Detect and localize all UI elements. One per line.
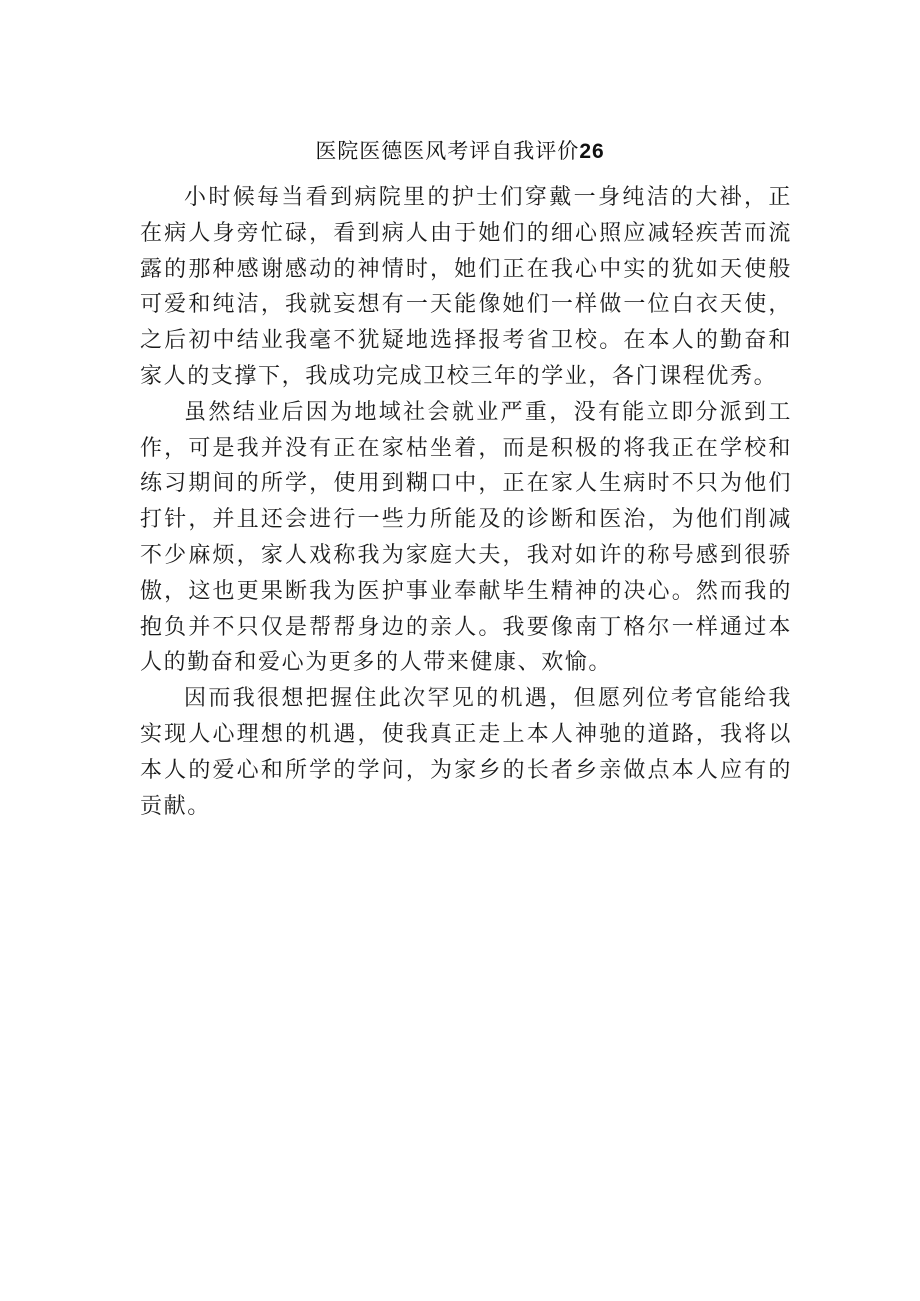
paragraph-1: 小时候每当看到病院里的护士们穿戴一身纯洁的大褂，正在病人身旁忙碌，看到病人由于她们的细心照应减轻疾苦而流露的那种感谢感动的神情时，她们正在我心中实的犹如天使般可爱和纯洁，我就妄想有一天能像她们一样做一位白衣天使，之后初中结业我毫不犹疑地选择报考省卫校。在本人的勤奋和家人的支撑下，我成功完成卫校三年的学业，各门课程优秀。 <box>140 185 792 389</box>
title-text: 医院医德医风考评自我评价 <box>315 139 580 163</box>
title-number: 26 <box>579 140 605 163</box>
body-text <box>140 180 792 824</box>
paragraph-3: 因而我很想把握住此次罕见的机遇，但愿列位考官能给我实现人心理想的机遇，使我真正走上本人神驰的道路，我将以本人的爱心和所学的学问，为家乡的长者乡亲做点本人应有的贡献。 <box>140 686 792 819</box>
page-title <box>0 133 920 170</box>
paragraph-2: 虽然结业后因为地域社会就业严重，没有能立即分派到工作，可是我并没有正在家枯坐着，而是积极的将我正在学校和练习期间的所学，使用到糊口中，正在家人生病时不只为他们打针，并且还会进行一些力所能及的诊断和医治，为他们削减不少麻烦，家人戏称我为家庭大夫，我对如许的称号感到很骄傲，这也更果断我为医护事业奉献毕生精神的决心。然而我的抱负并不只仅是帮帮身边的亲人。我要像南丁格尔一样通过本人的勤奋和爱心为更多的人带来健康、欢愉。 <box>140 399 792 676</box>
